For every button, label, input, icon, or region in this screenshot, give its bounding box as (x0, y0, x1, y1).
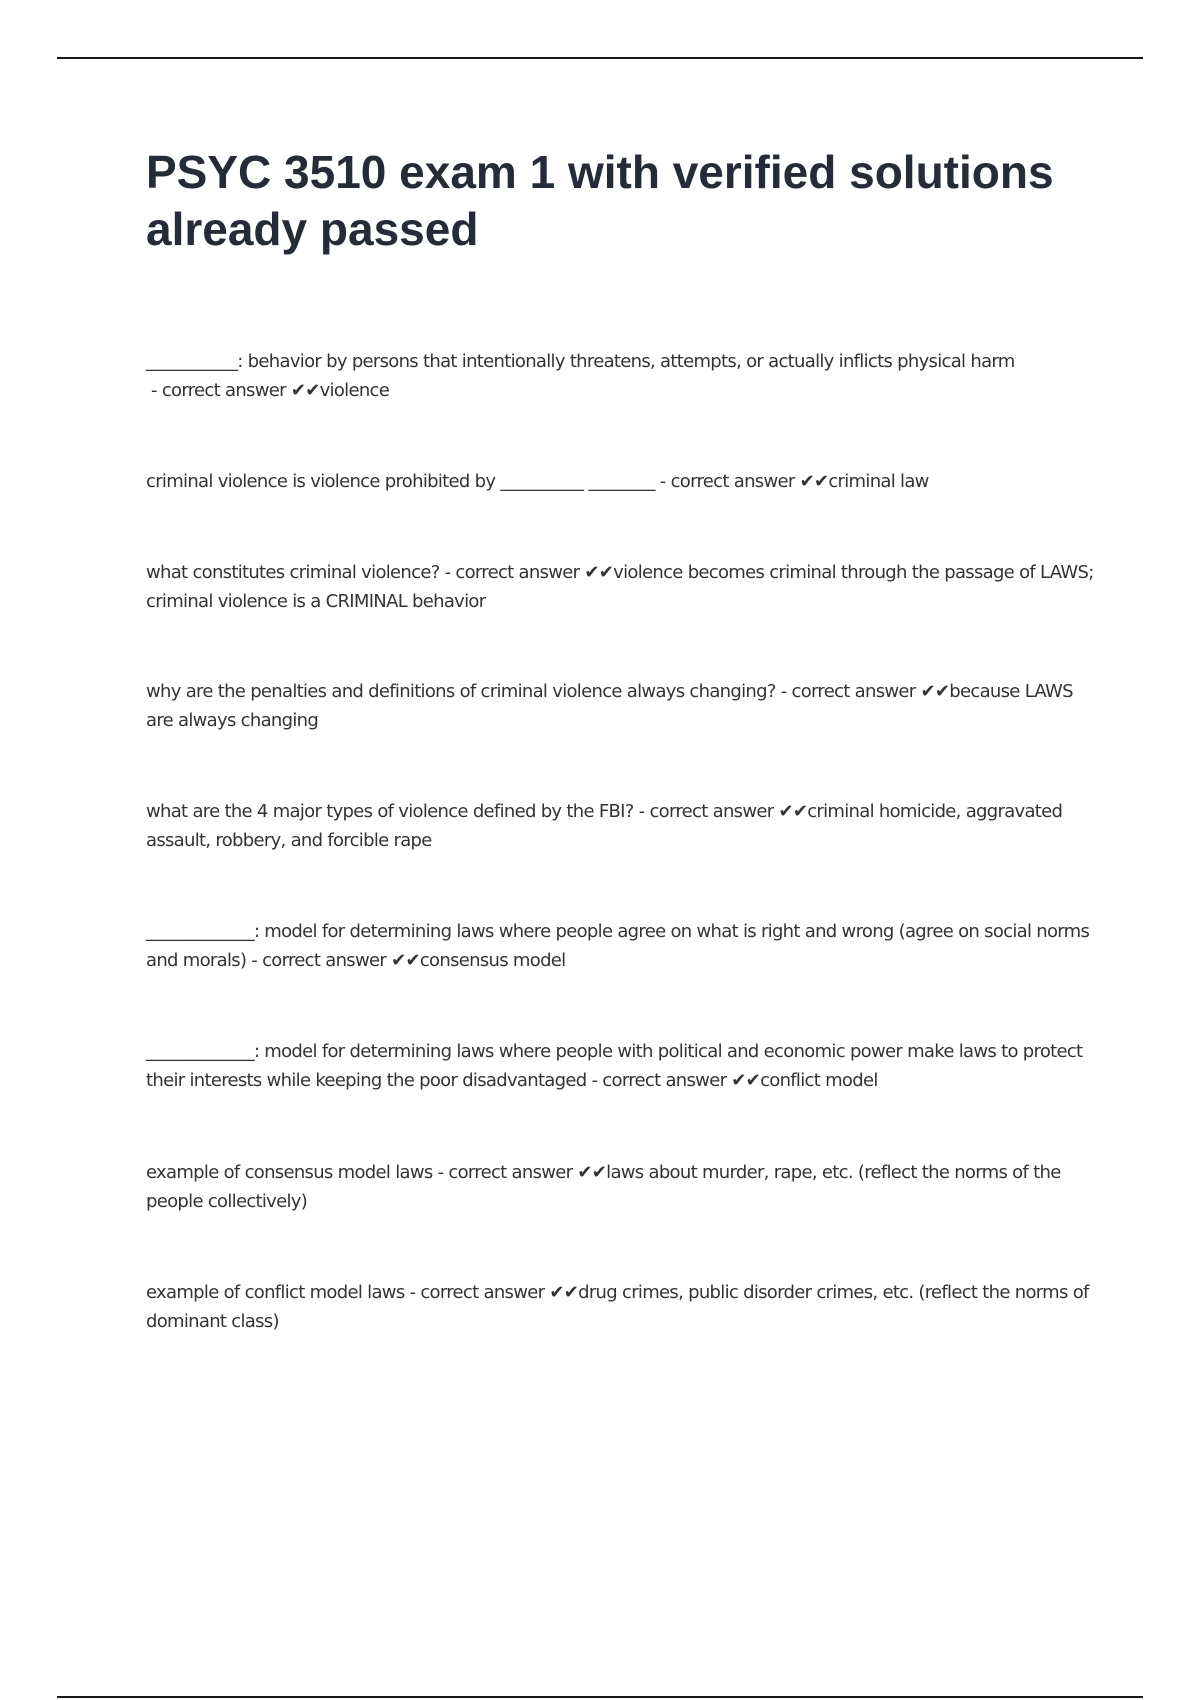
qa-item (146, 558, 1096, 616)
question-text: ___________: behavior by persons that intentionally threatens, attempts, or actually inflicts physical harm (146, 351, 1015, 372)
answer-separator: - correct answer (775, 681, 921, 702)
checkmark-icon: ✔✔ (391, 950, 420, 971)
question-text: example of consensus model laws (146, 1162, 433, 1183)
answer-text: consensus model (419, 950, 566, 971)
qa-item (146, 1037, 1096, 1095)
answer-text: drug crimes, public disorder crimes, etc. (reflect the norms of dominant class) (146, 1282, 1089, 1332)
qa-item (146, 797, 1096, 855)
qa-item (146, 467, 1096, 496)
qa-item (146, 347, 1096, 405)
answer-separator: - correct answer (246, 950, 392, 971)
question-text: why are the penalties and definitions of criminal violence always changing? (146, 681, 776, 702)
answer-separator: - correct answer (586, 1070, 732, 1091)
checkmark-icon: ✔✔ (731, 1070, 761, 1091)
answer-text: because LAWS are always changing (146, 681, 1073, 731)
question-text: _____________: model for determining laws where people agree on what is right and wrong (agree on social norms and morals) (146, 921, 1090, 971)
checkmark-icon: ✔✔ (778, 801, 808, 822)
answer-separator: - correct answer (439, 562, 585, 583)
answer-text: criminal homicide, aggravated assault, robbery, and forcible rape (146, 801, 1063, 851)
answer-separator: - correct answer (654, 471, 800, 492)
bottom-divider (57, 1696, 1143, 1698)
qa-item (146, 917, 1096, 975)
answer-text: laws about murder, rape, etc. (reflect the norms of the people collectively) (146, 1162, 1061, 1212)
question-text: what are the 4 major types of violence defined by the FBI? (146, 801, 634, 822)
qa-item (146, 677, 1096, 735)
document-title: PSYC 3510 exam 1 with verified solutions already passed (146, 146, 1054, 255)
answer-text: violence becomes criminal through the passage of LAWS; criminal violence is a CRIMINAL behavior (146, 562, 1094, 612)
question-text: _____________: model for determining laws where people with political and economic power make laws to protect their interests while keeping the poor disadvantaged (146, 1041, 1083, 1091)
qa-item (146, 1158, 1096, 1216)
checkmark-icon: ✔✔ (584, 562, 614, 583)
answer-text: conflict model (760, 1070, 878, 1091)
answer-separator: - correct answer (633, 801, 779, 822)
top-divider (57, 57, 1143, 59)
answer-text: violence (319, 380, 390, 401)
checkmark-icon: ✔✔ (920, 681, 950, 702)
checkmark-icon: ✔✔ (290, 380, 320, 401)
answer-separator: - correct answer (404, 1282, 550, 1303)
question-text: criminal violence is violence prohibited by __________ ________ (146, 471, 655, 492)
qa-item (146, 1278, 1096, 1336)
checkmark-icon: ✔✔ (549, 1282, 579, 1303)
answer-text: criminal law (828, 471, 929, 492)
answer-separator: - correct answer (146, 380, 291, 401)
question-text: what constitutes criminal violence? (146, 562, 440, 583)
checkmark-icon: ✔✔ (799, 471, 829, 492)
question-text: example of conflict model laws (146, 1282, 405, 1303)
checkmark-icon: ✔✔ (577, 1162, 607, 1183)
answer-separator: - correct answer (432, 1162, 578, 1183)
